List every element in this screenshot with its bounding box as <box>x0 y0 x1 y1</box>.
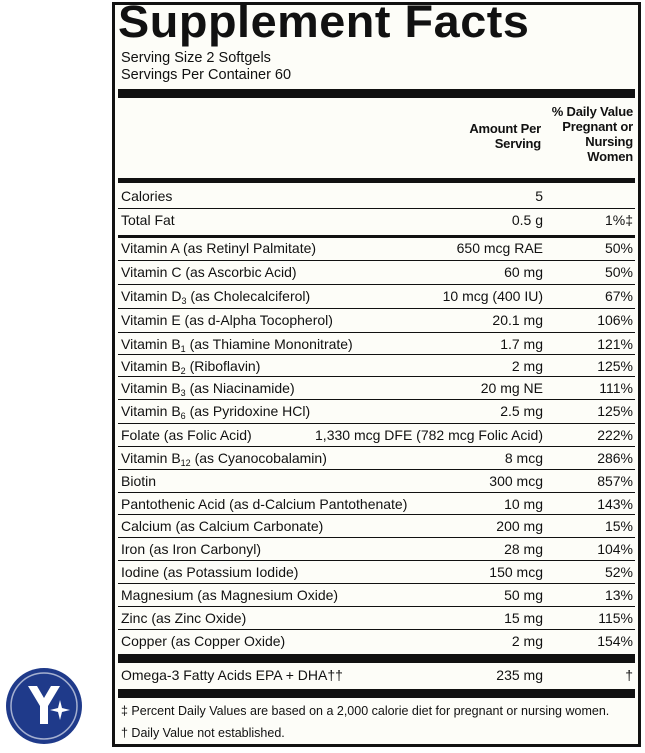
row-divider <box>118 514 635 515</box>
nutrient-row <box>121 186 633 207</box>
nutrient-row <box>121 401 633 422</box>
row-divider <box>118 399 635 400</box>
nutrient-row <box>121 310 633 331</box>
nutrient-dv: 50% <box>604 240 633 256</box>
nutrient-row <box>121 425 633 446</box>
nutrient-row <box>121 539 633 560</box>
row-divider <box>118 560 635 561</box>
nutrient-name: Vitamin C (as Ascorbic Acid) <box>121 264 297 280</box>
nutrient-name: Vitamin $B_3$ (as Niacinamide) <box>121 380 295 398</box>
nutrient-name: Iodine (as Potassium Iodide) <box>121 564 299 580</box>
nutrient-row <box>121 210 633 231</box>
nutrient-name: Copper (as Copper Oxide) <box>121 633 286 649</box>
nutrient-amount: 650 mcg RAE <box>456 240 543 256</box>
nutrient-amount: 8 mcg <box>504 450 543 466</box>
nutrient-amount: 1.7 mg <box>500 336 543 352</box>
omega-row <box>121 665 633 686</box>
nutrient-amount: 1,330 mcg DFE (782 mcg Folic Acid) <box>315 427 543 443</box>
thick-divider-bottom <box>118 689 635 698</box>
nutrient-dv: 13% <box>604 587 633 603</box>
nutrient-dv: 104% <box>597 541 633 557</box>
row-divider <box>118 446 635 447</box>
nutrient-amount: 10 mcg (400 IU) <box>442 288 543 304</box>
nutrient-dv: 52% <box>604 564 633 580</box>
nutrient-amount: 50 mg <box>504 587 543 603</box>
nutrient-amount: 28 mg <box>504 541 543 557</box>
nutrient-dv: 125% <box>597 358 633 374</box>
nutrient-name: Vitamin $B_6$ (as Pyridoxine HCl) <box>121 403 311 421</box>
nutrient-dv: 106% <box>597 312 633 328</box>
nutrient-dv: 125% <box>597 403 633 419</box>
nutrient-row <box>121 334 633 355</box>
nutrient-row <box>121 562 633 583</box>
row-divider <box>118 354 635 355</box>
nutrient-amount: 20.1 mg <box>492 312 543 328</box>
nutrient-dv: † <box>625 667 633 683</box>
row-divider <box>118 308 635 309</box>
nutrient-dv: 121% <box>597 336 633 352</box>
row-divider <box>118 469 635 470</box>
footnote-not-established: † Daily Value not established. <box>121 726 285 740</box>
nutrient-amount: 200 mg <box>496 518 543 534</box>
nutrient-name: Vitamin $B_2$ (Riboflavin) <box>121 358 261 376</box>
nutrient-amount: 2 mg <box>511 358 543 374</box>
nutrient-dv: 857% <box>597 473 633 489</box>
nutrient-row <box>121 631 633 652</box>
nutrient-row <box>121 448 633 469</box>
row-divider <box>118 537 635 538</box>
row-divider <box>118 492 635 493</box>
thick-divider-top <box>118 89 635 98</box>
nutrient-row <box>121 262 633 283</box>
nutrient-dv: 143% <box>597 496 633 512</box>
nutrient-amount: 60 mg <box>504 264 543 280</box>
row-divider <box>118 208 635 209</box>
nutrient-name: Vitamin $B_1$ (as Thiamine Mononitrate) <box>121 336 353 354</box>
row-divider <box>118 332 635 333</box>
nutrient-row <box>121 356 633 377</box>
nutrient-row <box>121 608 633 629</box>
nutrient-row <box>121 585 633 606</box>
row-divider <box>118 376 635 377</box>
nutrient-name: Biotin <box>121 473 157 489</box>
nutrient-amount: 300 mcg <box>489 473 543 489</box>
nutrient-name: Magnesium (as Magnesium Oxide) <box>121 587 339 603</box>
nutrient-row <box>121 494 633 515</box>
nutrient-row <box>121 516 633 537</box>
nutrient-name: Calcium (as Calcium Carbonate) <box>121 518 324 534</box>
nutrient-dv: 67% <box>604 288 633 304</box>
row-divider <box>118 260 635 261</box>
nutrient-name: Vitamin E (as d-Alpha Tocopherol) <box>121 312 333 328</box>
nutrient-amount: 10 mg <box>504 496 543 512</box>
brand-logo-icon <box>4 666 84 746</box>
nutrient-amount: 150 mcg <box>489 564 543 580</box>
nutrient-row <box>121 378 633 399</box>
row-divider <box>118 583 635 584</box>
nutrient-dv: 15% <box>604 518 633 534</box>
nutrient-amount: 15 mg <box>504 610 543 626</box>
header-divider <box>118 178 635 183</box>
nutrient-dv: 154% <box>597 633 633 649</box>
nutrient-name: Total Fat <box>121 212 175 228</box>
nutrient-row <box>121 286 633 307</box>
nutrient-amount: 2.5 mg <box>500 403 543 419</box>
row-divider <box>118 284 635 285</box>
nutrient-amount: 20 mg NE <box>480 380 543 396</box>
nutrient-name: Omega-3 Fatty Acids EPA + DHA†† <box>121 667 343 683</box>
nutrient-name: Vitamin $D_3$ (as Cholecalciferol) <box>121 288 311 306</box>
nutrient-dv: 222% <box>597 427 633 443</box>
serving-size: Serving Size 2 Softgels <box>121 50 271 66</box>
row-divider <box>118 423 635 424</box>
nutrient-name: Vitamin $B_{12}$ (as Cyanocobalamin) <box>121 450 327 468</box>
nutrient-dv: 111% <box>599 380 633 396</box>
daily-value-header: % Daily Value Pregnant or Nursing Women <box>551 104 633 164</box>
nutrient-amount: 5 <box>535 188 543 204</box>
servings-per-container: Servings Per Container 60 <box>121 67 292 83</box>
nutrient-dv: 115% <box>598 610 633 626</box>
nutrient-name: Calories <box>121 188 173 204</box>
nutrient-dv: 286% <box>597 450 633 466</box>
row-divider <box>118 606 635 607</box>
nutrient-name: Zinc (as Zinc Oxide) <box>121 610 247 626</box>
panel-title: Supplement Facts <box>118 0 530 47</box>
nutrient-name: Pantothenic Acid (as d-Calcium Pantothenate) <box>121 496 408 512</box>
nutrient-dv: 50% <box>604 264 633 280</box>
nutrient-amount: 235 mg <box>496 667 543 683</box>
nutrient-name: Folate (as Folic Acid) <box>121 427 252 443</box>
amount-per-serving-header: Amount Per Serving <box>469 121 541 151</box>
thick-divider-omega <box>118 654 635 663</box>
nutrient-row <box>121 471 633 492</box>
nutrient-name: Vitamin A (as Retinyl Palmitate) <box>121 240 317 256</box>
nutrient-amount: 0.5 g <box>511 212 543 228</box>
footnote-daily-value: ‡ Percent Daily Values are based on a 2,000 calorie diet for pregnant or nursing women. <box>121 704 610 718</box>
row-divider <box>118 629 635 630</box>
nutrient-amount: 2 mg <box>511 633 543 649</box>
nutrient-name: Iron (as Iron Carbonyl) <box>121 541 262 557</box>
nutrient-row <box>121 238 633 259</box>
nutrient-dv: 1%‡ <box>604 212 633 228</box>
